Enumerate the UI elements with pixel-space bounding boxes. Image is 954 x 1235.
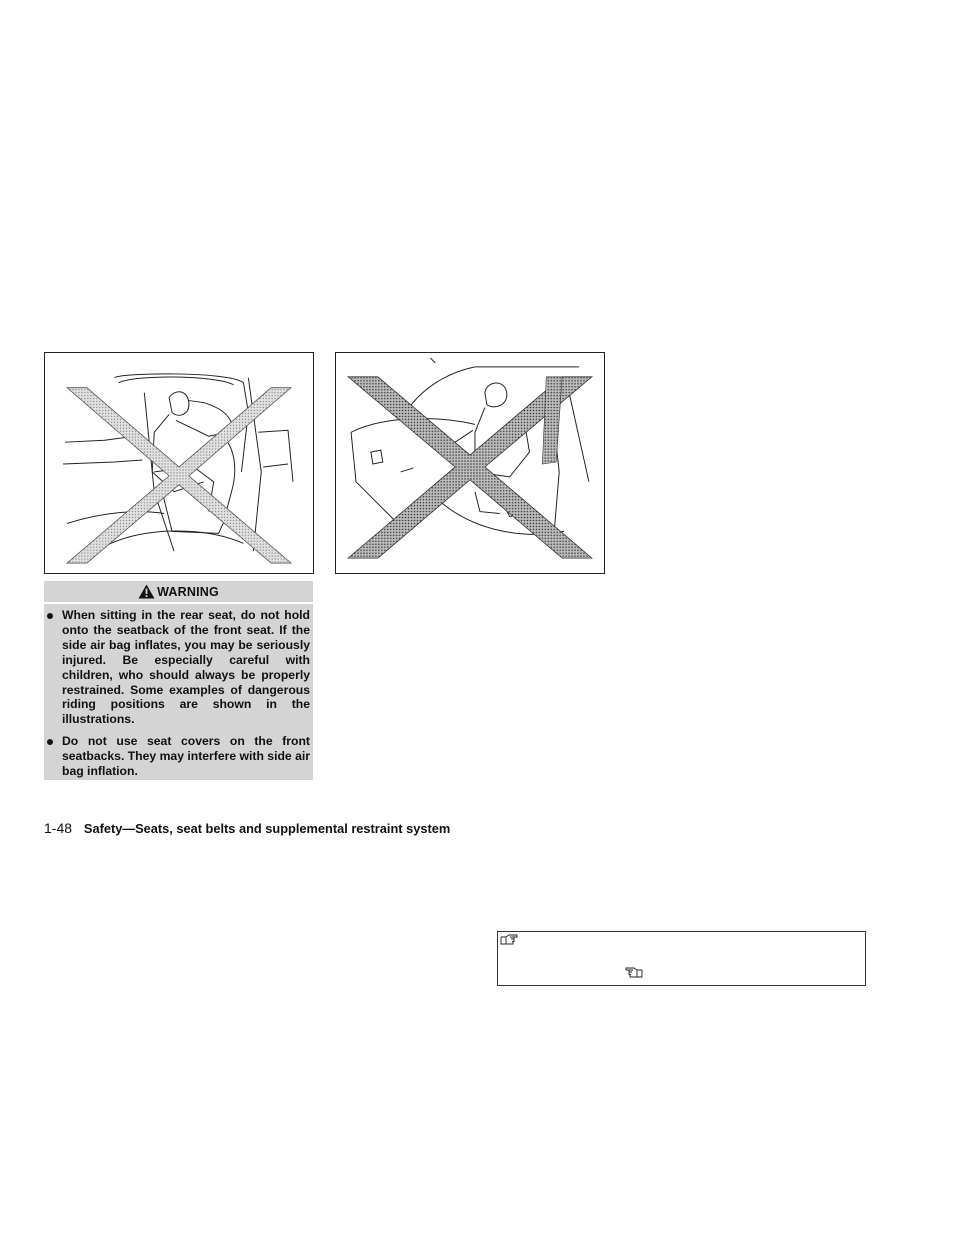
pointing-hand-left-icon	[625, 967, 643, 979]
warning-title: WARNING	[157, 584, 219, 599]
illustration-drawing	[336, 353, 604, 573]
illustration-drawing	[45, 353, 313, 573]
seatbelt-shading	[542, 377, 562, 464]
section-title: Safety—Seats, seat belts and supplemental restraint system	[83, 821, 451, 836]
illustration-rear-seat-leaning	[44, 352, 314, 574]
page-footer	[44, 820, 450, 836]
warning-triangle-icon	[138, 584, 155, 599]
warning-item-text: When sitting in the rear seat, do not hold onto the seatback of the front seat. If the side air bag inflates, you may be seriously injured. Be especially careful with children, who should always be properly restrained. Some examples of dangerous riding positions are shown in the illustrations.	[62, 608, 310, 727]
warning-item-text: Do not use seat covers on the front seatbacks. They may interfere with side air bag inflation.	[62, 734, 310, 779]
warning-item	[44, 734, 310, 779]
cross-mark	[67, 388, 291, 563]
illustration-child-leaning	[335, 352, 605, 574]
bullet-icon	[47, 739, 53, 745]
warning-header	[44, 581, 313, 604]
page-number: 1-48	[44, 820, 73, 836]
warning-box	[44, 581, 313, 780]
bullet-icon	[47, 613, 53, 619]
warning-list	[44, 604, 313, 779]
pointing-hand-right-icon	[500, 934, 518, 946]
reference-box	[497, 931, 866, 986]
warning-item	[44, 608, 310, 727]
